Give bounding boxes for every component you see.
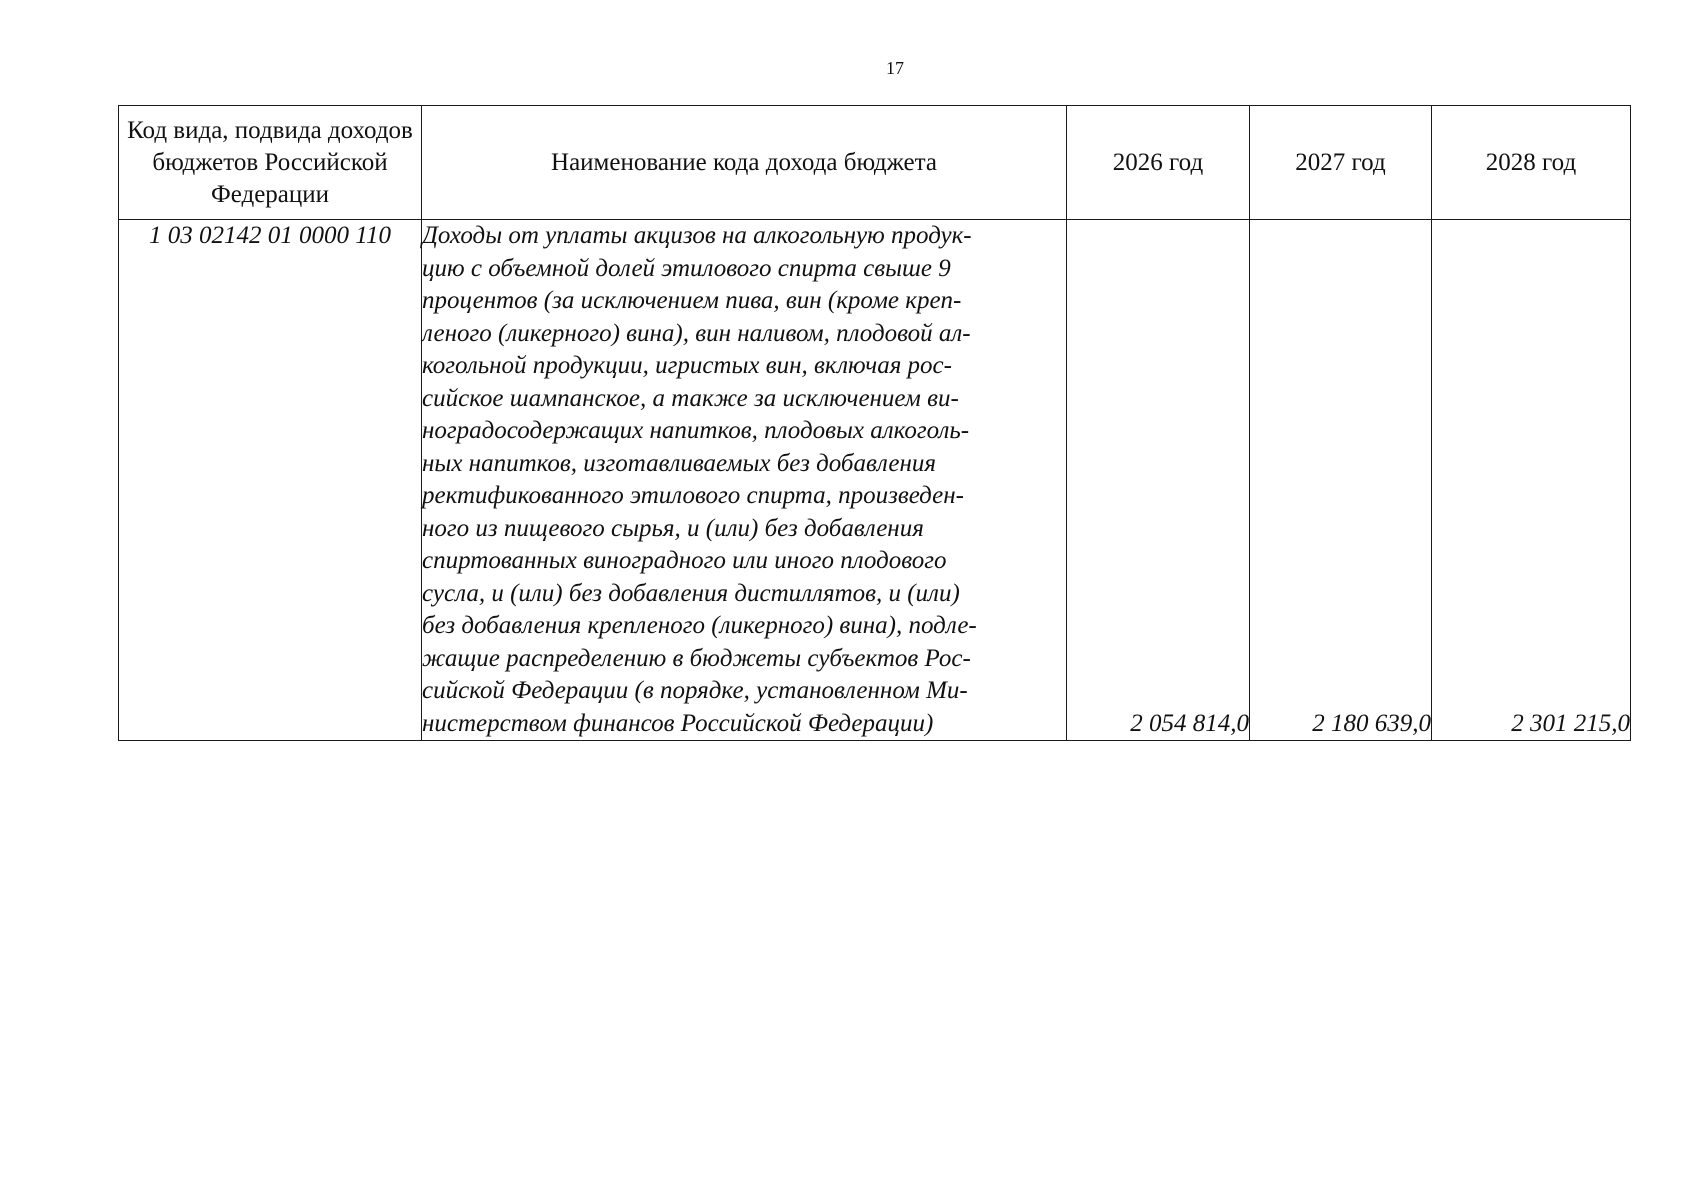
header-row [119,106,1631,220]
row-value-2027: 2 180 639,0 [1250,220,1432,741]
row-name-line: без добавления крепленого (ликерного) вина), подле- [422,612,977,639]
row-name-line: сийской Федерации (в порядке, установленном Ми- [422,677,968,704]
row-name-line: процентов (за исключением пива, вин (кроме креп- [422,287,962,314]
header-code: Код вида, подвида доходов бюджетов Российской Федерации [119,106,422,220]
table-row [119,220,1631,741]
header-year-2028: 2028 год [1432,106,1631,220]
row-name-line: сусла, и (или) без добавления дистиллятов, и (или) [422,579,960,607]
row-name-line: жащие распределению в бюджеты субъектов Рос- [422,644,971,672]
revenue-table [118,105,1631,741]
row-name-line: леного (ликерного) вина), вин наливом, плодовой ал- [422,319,971,347]
row-name-line: цию с объемной долей этилового спирта свыше 9 [422,254,951,282]
row-name-line: Доходы от уплаты акцизов на алкогольную продук- [422,222,972,249]
row-value-2028: 2 301 215,0 [1432,220,1631,741]
header-year-2026: 2026 год [1067,106,1250,220]
row-name-line: спиртованных виноградного или иного плодового [422,547,947,574]
row-name-line: ноградосодержащих напитков, плодовых алкоголь- [422,417,970,444]
row-name-line: ных напитков, изготавливаемых без добавления [422,449,936,477]
table-body [119,220,1631,741]
page-number: 17 [886,58,904,78]
row-name-line: сийское шампанское, а также за исключением ви- [422,384,959,412]
row-name-line: ного из пищевого сырья, и (или) без добавления [422,514,924,542]
table-header [119,106,1631,220]
row-name [422,220,1067,741]
row-name-line: нистерством финансов Российской Федерации) [422,709,934,737]
row-name-line: ректификованного этилового спирта, произведен- [422,482,964,509]
row-value-2026: 2 054 814,0 [1067,220,1250,741]
row-code: 1 03 02142 01 0000 110 [119,220,422,741]
row-name-line: когольной продукции, игристых вин, включая рос- [422,352,952,379]
header-year-2027: 2027 год [1250,106,1432,220]
header-name: Наименование кода дохода бюджета [422,106,1067,220]
